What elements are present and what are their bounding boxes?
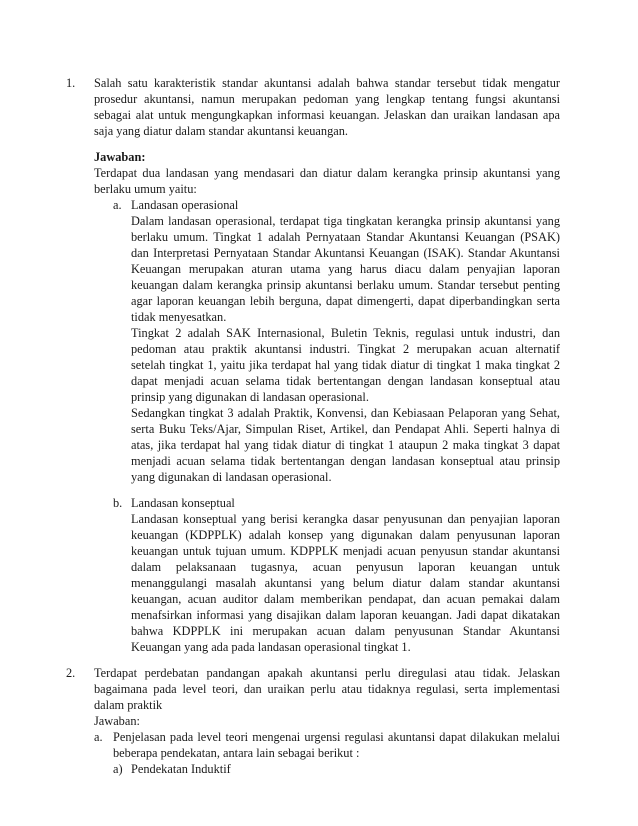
q2-a-line: Penjelasan pada level teori mengenai urgensi regulasi akuntansi dapat dilakukan melalui — [113, 730, 560, 744]
q1-b-line: Landasan konseptual yang berisi kerangka dasar penyusunan dan penyajian laporan — [131, 512, 560, 526]
q1-a-line: keuangan dalam kerangka prinsip akuntansi berlaku umum. Standar tersebut penting — [131, 278, 560, 292]
q1-a-line: pedoman atau praktik akuntansi industri. Tingkat 2 merupakan acuan alternatif — [131, 342, 560, 356]
q1-a-line: Dalam landasan operasional, terdapat tiga tingkatan kerangka prinsip akuntansi yang — [131, 214, 560, 228]
q1-b-line: bahwa KDPPLK ini merupakan acuan dalam penyusunan Standar Akuntansi — [131, 624, 560, 638]
q1-a-line: Tingkat 2 adalah SAK Internasional, Buletin Teknis, regulasi untuk industri, dan — [131, 326, 560, 340]
q2-text-line: Terdapat perdebatan pandangan apakah akuntansi perlu diregulasi atau tidak. Jelaskan — [94, 666, 560, 680]
q1-b-title: Landasan konseptual — [131, 496, 235, 510]
q1-b-line: menanggulangi masalah akuntansi yang belum diatur dalam standar akuntansi — [131, 576, 560, 590]
q1-a-marker: a. — [113, 198, 122, 212]
q2-text-line: dalam praktik — [94, 698, 163, 712]
q1-a-line: tidak menyesatkan. — [131, 310, 227, 324]
q2-a-sub-title: Pendekatan Induktif — [131, 762, 231, 776]
q1-a-line: berlaku umum. Tingkat 1 adalah Pernyataan Standar Akuntansi Keuangan (PSAK) — [131, 230, 560, 244]
q2-text-line: bagaimana pada level teori, dan uraikan perlu atau tidaknya regulasi, serta implementasi — [94, 682, 560, 696]
q2-number: 2. — [66, 666, 76, 680]
q1-b-line: Keuangan yang ada pada landasan operasional tingkat 1. — [131, 640, 411, 654]
q1-intro-line: Terdapat dua landasan yang mendasari dan diatur dalam kerangka prinsip akuntansi yang — [94, 166, 560, 180]
q1-a-title: Landasan operasional — [131, 198, 239, 212]
q2-a-marker: a. — [94, 730, 103, 744]
q1-b-line: menafsirkan informasi yang disajikan dalam laporan keuangan. Jadi dapat dikatakan — [131, 608, 560, 622]
q1-a-line: yang digunakan di landasan operasional. — [131, 470, 332, 484]
q1-text-line: Salah satu karakteristik standar akuntansi adalah bahwa standar tersebut tidak mengatur — [94, 76, 560, 90]
q1-a-line: dapat menjadi acuan selama tidak bertentangan dengan landasan konseptual atau — [131, 374, 560, 388]
q2-a-line: beberapa pendekatan, antara lain sebagai berikut : — [113, 746, 360, 760]
q1-b-line: keuangan, acuan auditor dalam memberikan pendapat, dan acuan pemakai dalam — [131, 592, 560, 606]
q1-b-marker: b. — [113, 496, 123, 510]
q1-a-line: setelah tingkat 1, yaitu jika terdapat hal yang tidak diatur di tingkat 1 maka tingkat 2 — [131, 358, 560, 372]
q1-b-line: keuangan (KDPPLK) adalah konsep yang digunakan dalam penyusunan laporan — [131, 528, 560, 542]
q1-a-line: serta Buku Teks/Ajar, Simpulan Riset, Artikel, dan Pendapat Ahli. Seperti halnya di — [131, 422, 560, 436]
q1-a-line: Keuangan merupakan aturan utama yang harus diacu dalam penyajian laporan — [131, 262, 560, 276]
q1-b-line: keuangan untuk tujuan umum. KDPPLK menjadi acuan penyusun standar akuntansi — [131, 544, 560, 558]
q1-text-line: saja yang diatur dalam standar akuntansi keuangan. — [94, 124, 348, 138]
q1-a-line: Sedangkan tingkat 3 adalah Praktik, Konvensi, dan Kebiasaan Pelaporan yang Sehat, — [131, 406, 560, 420]
q1-a-line: dan Interpretasi Pernyataan Standar Akuntansi Keuangan (ISAK). Standar Akuntansi — [131, 246, 560, 260]
q1-text-line: sebagai alat untuk mengungkapkan informasi keuangan. Jelaskan dan uraikan landasan apa — [94, 108, 560, 122]
q1-a-line: menjadi acuan selama tidak bertentangan dengan landasan konseptual atau prinsip — [131, 454, 560, 468]
q2-a-sub-marker: a) — [113, 762, 123, 776]
q1-intro-line: berlaku umum yaitu: — [94, 182, 197, 196]
q1-number: 1. — [66, 76, 76, 90]
q1-b-line: dalam pelaksanaan tugasnya, acuan penyusun laporan keuangan untuk — [131, 560, 560, 574]
q1-a-line: atas, jika terdapat hal yang tidak diatur di tingkat 1 ataupun 2 maka tingkat 3 dapat — [131, 438, 560, 452]
q1-a-line: agar laporan keuangan lebih berguna, dapat dimengerti, dapat diperbandingkan serta — [131, 294, 560, 308]
q1-a-line: prinsip yang digunakan di landasan operasional. — [131, 390, 369, 404]
q1-answer-label: Jawaban: — [94, 150, 146, 164]
q2-answer-label: Jawaban: — [94, 714, 140, 728]
q1-text-line: prosedur akuntansi, namun merupakan pedoman yang lengkap tentang fungsi akuntansi — [94, 92, 560, 106]
